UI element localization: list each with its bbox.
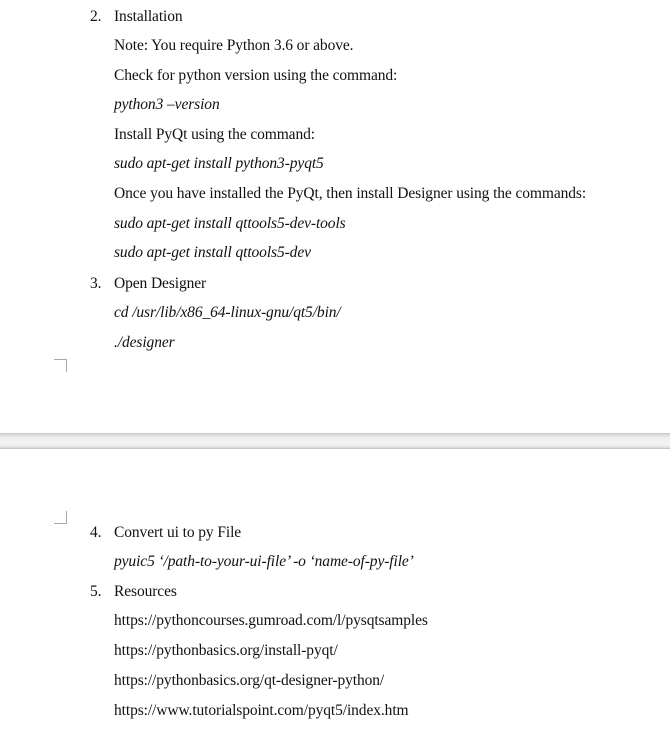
instruction-text: Check for python version using the command:: [114, 67, 398, 84]
command-text: cd /usr/lib/x86_64-linux-gnu/qt5/bin/: [114, 304, 341, 321]
text-boundary-corner-mark: [54, 359, 67, 372]
instruction-text: Install PyQt using the command:: [114, 126, 315, 143]
command-text: sudo apt-get install qttools5-dev: [114, 244, 311, 261]
resource-link[interactable]: https://pythoncourses.gumroad.com/l/pysqtsamples: [114, 612, 428, 629]
page-break-separator: [0, 433, 670, 449]
list-number: 5.: [90, 583, 102, 600]
command-text: ./designer: [114, 334, 175, 351]
list-item-title-installation: Installation: [114, 8, 183, 25]
command-text: sudo apt-get install qttools5-dev-tools: [114, 215, 346, 232]
resource-link[interactable]: https://www.tutorialspoint.com/pyqt5/index.htm: [114, 702, 409, 719]
list-number: 3.: [90, 275, 102, 292]
instruction-text: Once you have installed the PyQt, then install Designer using the commands:: [114, 185, 587, 202]
command-text: sudo apt-get install python3-pyqt5: [114, 155, 324, 172]
resource-link[interactable]: https://pythonbasics.org/install-pyqt/: [114, 642, 338, 659]
command-text: python3 –version: [114, 96, 220, 113]
list-number: 2.: [90, 8, 102, 25]
command-text: pyuic5 ‘/path-to-your-ui-file’ -o ‘name-of-py-file’: [114, 553, 414, 570]
text-boundary-corner-mark: [54, 511, 67, 524]
list-item-title-open-designer: Open Designer: [114, 275, 207, 292]
resource-link[interactable]: https://pythonbasics.org/qt-designer-python/: [114, 672, 385, 689]
note-text: Note: You require Python 3.6 or above.: [114, 37, 354, 54]
list-item-title-resources: Resources: [114, 583, 177, 600]
list-number: 4.: [90, 524, 102, 541]
list-item-title-convert: Convert ui to py File: [114, 524, 242, 541]
